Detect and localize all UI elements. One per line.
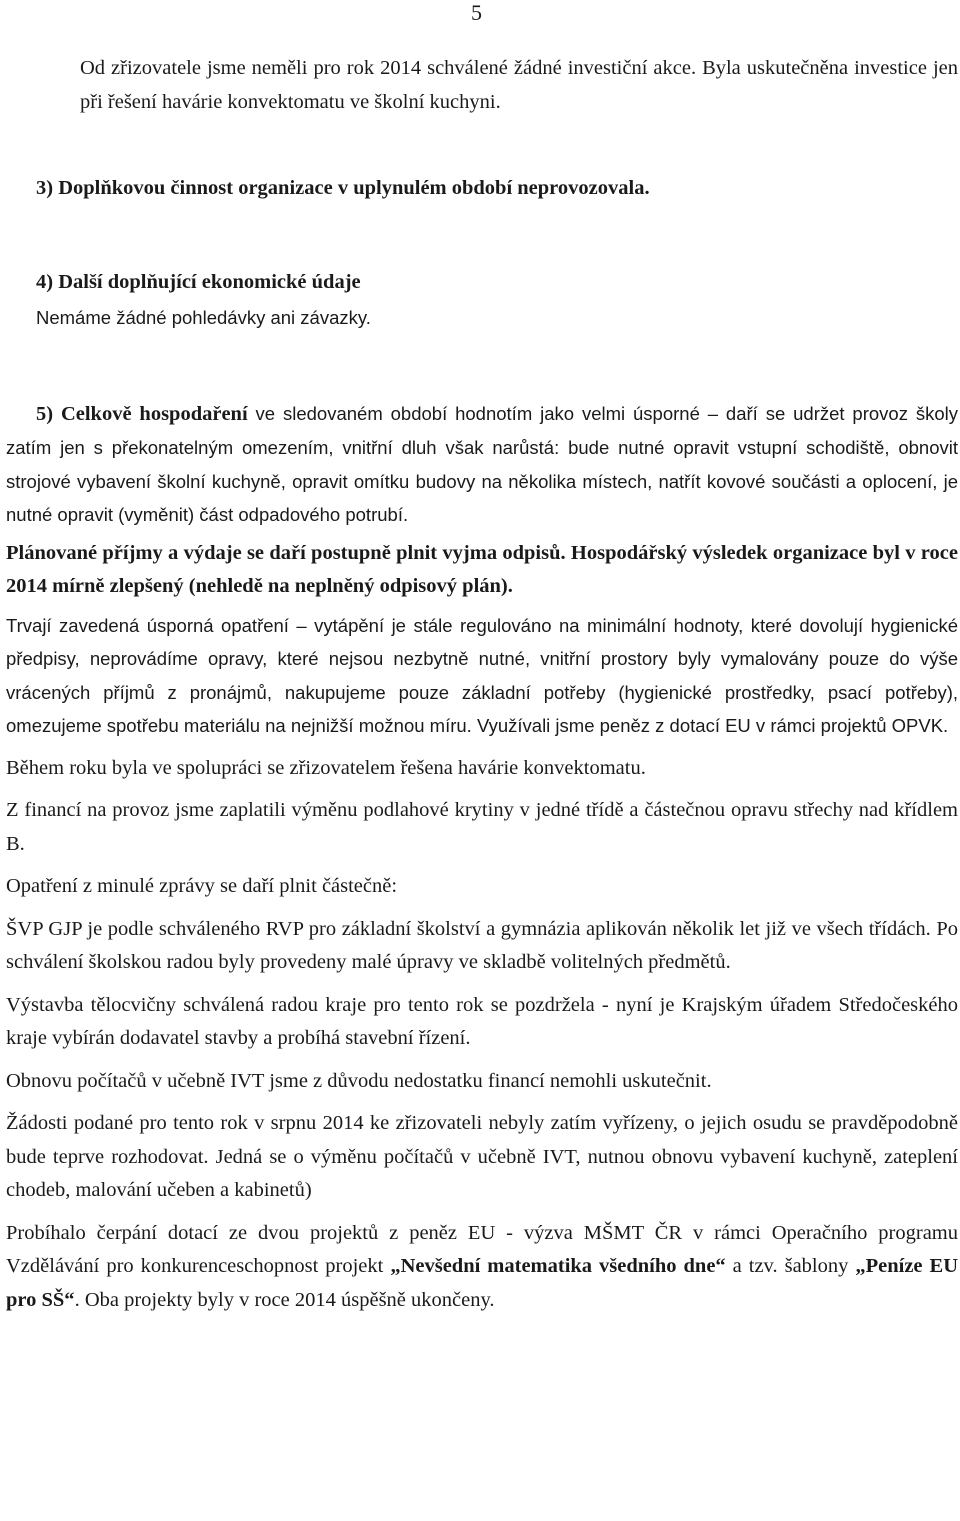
savings-paragraph: Trvají zavedená úsporná opatření – vytápění je stále regulováno na minimální hodnoty, které dovolují hygienické předpisy, neprovádíme opravy, které nejsou nezbytně nutné, vnitřní prostory byly vymalovány pouze do výše vrácených příjmů z pronájmů, nakupujeme pouze základní potřeby (hygienické prostředky, psací potřeby), omezujeme spotřebu materiálu na nejnižší možnou míru. Využívali jsme peněz z dotací EU v rámci projektů OPVK. [6,614,958,736]
investment-paragraph: Od zřizovatele jsme neměli pro rok 2014 schválené žádné investiční akce. Byla uskutečněna investice jen při řešení havárie konvektomatu ve školní kuchyni. [80,57,958,113]
planned-paragraph [6,537,958,604]
measures-paragraph: Opatření z minulé zprávy se daří plnit částečně: [6,875,398,897]
section-4-heading-text: 4) Další doplňující ekonomické údaje [36,270,361,293]
section-4-text: Nemáme žádné pohledávky ani závazky. [36,307,371,328]
section-5-text: ve sledovaném období hodnotím jako velmi úsporné – daří se udržet provoz školy zatím jen s překonatelným omezením, vnitřní dluh však narůstá: bude nutné opravit vstupní schodiště, obnovit strojové vybavení školní kuchyně, opravit omítku budovy na několika místech, natřít kovové součásti a oplocení, je nutné opravit (vyměnit) část odpadového potrubí. [6,402,958,525]
section-5-heading: 5) Celkově hospodaření [36,402,248,425]
finance-paragraph: Z financí na provoz jsme zaplatili výměnu podlahové krytiny v jedné třídě a částečnou opravu střechy nad křídlem B. [6,799,958,855]
document-body [6,52,958,1317]
svp-paragraph: ŠVP GJP je podle schváleného RVP pro základní školství a gymnázia aplikován několik let již ve všech třídách. Po schválení školskou radou byly provedeny malé úpravy ve skladbě volitelných předmětů. [6,917,958,973]
section-3-paragraph [6,172,958,206]
project-1-name: „Nevšední matematika všedního dne“ [390,1255,726,1277]
section-3-text: 3) Doplňkovou činnost organizace v uplynulém období neprovozovala. [36,177,650,199]
planned-text: Plánované příjmy a výdaje se daří postupně plnit vyjma odpisů. Hospodářský výsledek organizace byl v roce 2014 mírně zlepšený (nehledě na neplněný odpisový plán). [6,541,958,597]
project-2-name: „Peníze EU pro SŠ“ [6,1255,958,1311]
page-number: 5 [471,0,482,25]
gym-paragraph: Výstavba tělocvičny schválená radou kraje pro tento rok se pozdržela - nyní je Krajským úřadem Středočeského kraje vybírán dodavatel stavby a probíhá stavební řízení. [6,993,958,1049]
grants-text-3: . Oba projekty byly v roce 2014 úspěšně ukončeny. [74,1288,495,1311]
requests-paragraph: Žádosti podané pro tento rok v srpnu 2014 ke zřizovateli nebyly zatím vyřízeny, o jejich osudu se pravděpodobně bude teprve rozhodovat. Jedná se o výměnu počítačů v učebně IVT, nutnou obnovu vybavení kuchyně, zateplení chodeb, malování učeben a kabinetů) [6,1112,958,1201]
section-5-paragraph [6,397,958,532]
computers-paragraph: Obnovu počítačů v učebně IVT jsme z důvodu nedostatku financí nemohli uskutečnit. [6,1069,712,1092]
breakdown-paragraph: Během roku byla ve spolupráci se zřizovatelem řešena havárie konvektomatu. [6,756,646,779]
section-4-heading [6,266,958,300]
grants-paragraph [6,1217,958,1318]
grants-text-1: Probíhalo čerpání dotací ze dvou projektů z peněz EU - výzva MŠMT ČR v rámci Operačního programu Vzdělávání pro konkurenceschopnost projekt [6,1221,958,1277]
grants-text-2: a tzv. šablony [725,1255,856,1277]
